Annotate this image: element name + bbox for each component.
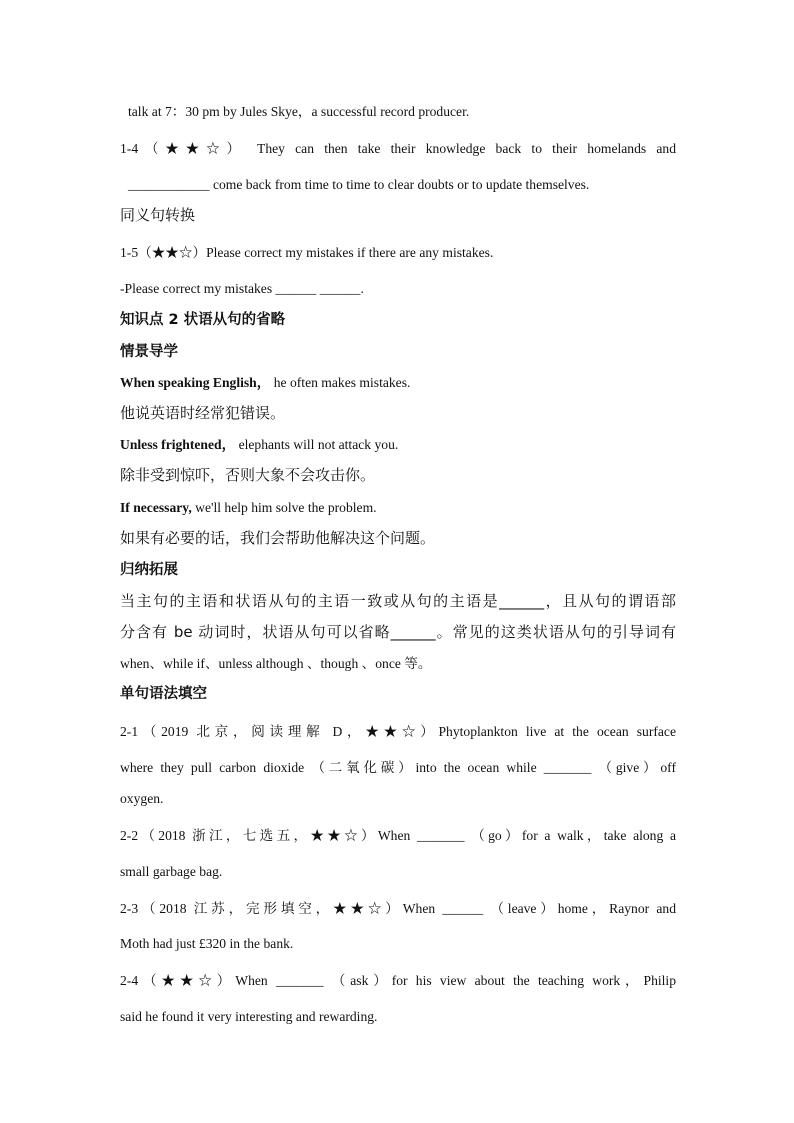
summary-text-line-2: 分含有 be 动词时，状语从句可以省略______。常见的这类状语从句的引导词有 [120, 623, 676, 641]
question-2-1-end: oxygen. [120, 791, 164, 806]
example-2-rest: elephants will not attack you. [238, 437, 399, 452]
summary-text-line-1: 当主句的主语和状语从句的主语一致或从句的主语是______，且从句的谓语部 [120, 592, 676, 610]
summary-heading: 归纳拓展 [120, 562, 178, 578]
example-3-rest: we'll help him solve the problem. [195, 500, 377, 515]
question-2-1-continued: where they pull carbon dioxide （二氧化碳）into the ocean while _______ （give）off [120, 760, 676, 775]
summary-text-line-3: when、while if、unless although 、though 、once 等。 [120, 656, 432, 671]
situational-guide-heading: 情景导学 [120, 344, 178, 360]
question-2-4: 2-4（★★☆）When _______ （ask）for his view about the teaching work，Philip [120, 973, 676, 988]
question-2-2: 2-2（2018 浙江，七选五，★★☆）When _______ （go）for a walk，take along a [120, 828, 676, 843]
example-3-bold-part: If necessary, [120, 500, 192, 515]
question-1-4: 1-4（★★☆） They can then take their knowledge back to their homelands and [120, 141, 676, 156]
question-1-5: 1-5（★★☆）Please correct my mistakes if there are any mistakes. [120, 245, 494, 260]
example-2-translation: 除非受到惊吓，否则大象不会攻击你。 [120, 466, 376, 484]
example-1-bold-part: When speaking English， [120, 375, 271, 390]
grammar-fill-heading: 单句语法填空 [120, 686, 207, 702]
example-1-translation: 他说英语时经常犯错误。 [120, 404, 286, 422]
example-sentence-1 [120, 373, 676, 393]
knowledge-point-2-heading: 知识点 2 状语从句的省略 [120, 312, 286, 328]
question-2-3: 2-3（2018 江苏，完形填空，★★☆）When ______ （leave）home，Raynor and [120, 901, 676, 916]
example-sentence-3 [120, 498, 676, 518]
question-2-2-continued: small garbage bag. [120, 864, 223, 879]
question-2-3-continued: Moth had just £320 in the bank. [120, 936, 294, 951]
question-1-5-answer-line: -Please correct my mistakes ______ ______. [120, 281, 364, 296]
question-2-4-continued: said he found it very interesting and rewarding. [120, 1009, 378, 1024]
text-line-talk: talk at 7：30 pm by Jules Skye，a successful record producer. [128, 104, 470, 119]
example-1-rest: he often makes mistakes. [273, 375, 411, 390]
question-1-4-continued: ____________ come back from time to time to clear doubts or to update themselves. [128, 177, 590, 192]
example-3-translation: 如果有必要的话，我们会帮助他解决这个问题。 [120, 529, 436, 547]
example-2-bold-part: Unless frightened， [120, 437, 236, 452]
example-sentence-2 [120, 435, 676, 455]
question-2-1: 2-1（2019 北京，阅读理解 D，★★☆）Phytoplankton live at the ocean surface [120, 724, 676, 739]
section-title-synonym-conversion: 同义句转换 [120, 206, 196, 224]
